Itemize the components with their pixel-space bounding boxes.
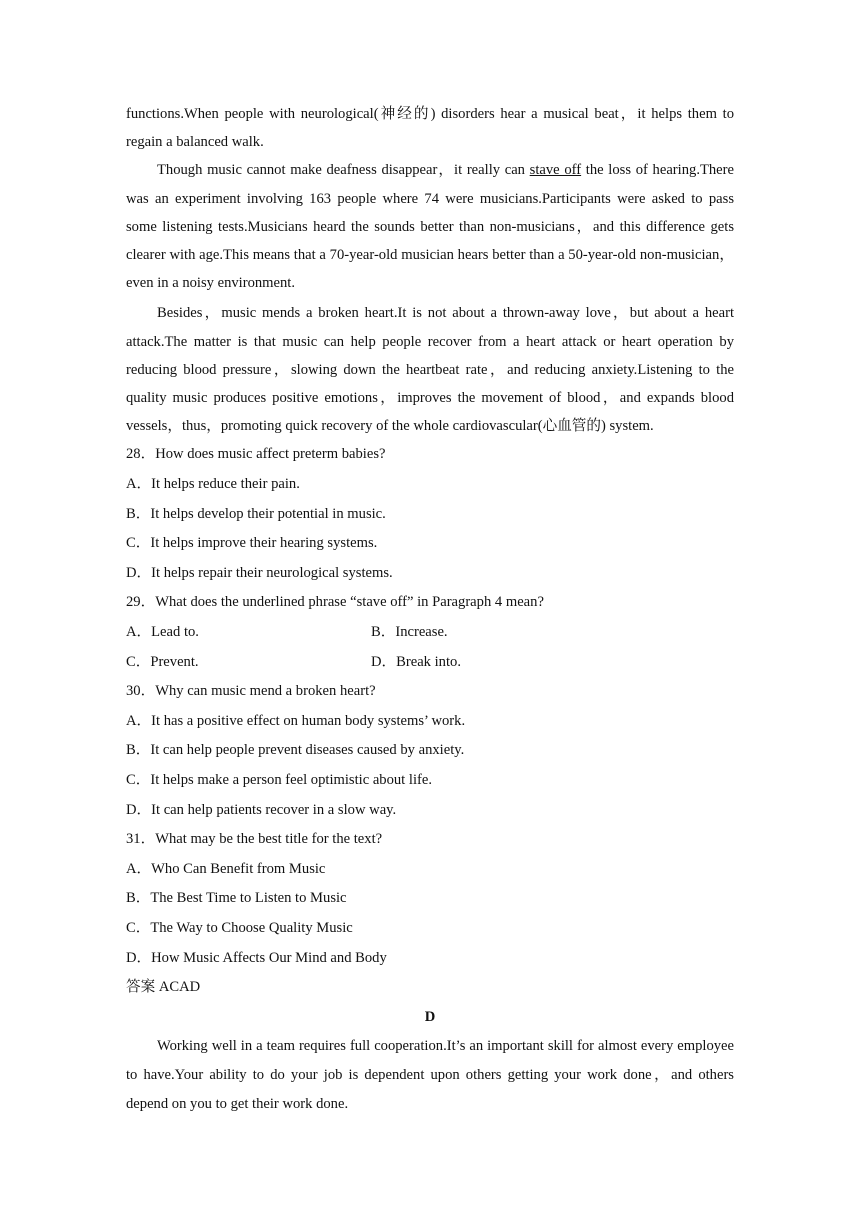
- question-31: [126, 825, 734, 973]
- option-b: B．The Best Time to Listen to Music: [126, 890, 347, 907]
- paragraph-c-1: functions.When people with neurological(神经的) disorders hear a musical beat，it helps them to regain a balanced walk.: [126, 106, 734, 151]
- option-c: C．Prevent.: [126, 653, 199, 670]
- paragraph-c-2-after: the loss of hearing.There was an experiment involving 163 people where 74 were musicians.Participants were asked to pass some listening tests.Musicians heard the sounds better than non-musicians，and this difference gets clearer with age.This means that a 70-year-old musician hears better than a 50-year-old non-musician，even in a noisy environment.: [126, 162, 734, 292]
- question-28: [126, 440, 734, 588]
- option-d: D．How Music Affects Our Mind and Body: [126, 949, 387, 966]
- section-heading-d: D: [424, 1008, 436, 1025]
- option-c: C．It helps make a person feel optimistic about life.: [126, 771, 432, 788]
- option-d: D．It can help patients recover in a slow way.: [126, 801, 397, 818]
- paragraph-d-1: Working well in a team requires full cooperation.It’s an important skill for almost every employee to have.Your ability to do your job is dependent upon others getting your work done，and others depend on you to get their work done.: [126, 1037, 734, 1112]
- paragraph-c-3: Besides，music mends a broken heart.It is not about a thrown-away love，but about a heart attack.The matter is that music can help people recover from a heart attack or heart operation by reducing blood pressure，slowing down the heartbeat rate，and reducing anxiety.Listening to the quality music produces positive emotions，improves the movement of blood，and expands blood vessels，thus，promoting quick recovery of the whole cardiovascular(心血管的) system.: [126, 305, 734, 435]
- option-a: A．It helps reduce their pain.: [126, 476, 300, 493]
- paragraph-c-2: [126, 156, 734, 297]
- underlined-phrase: stave off: [529, 162, 582, 179]
- option-c: C．The Way to Choose Quality Music: [126, 919, 353, 936]
- option-a: A．Who Can Benefit from Music: [126, 860, 326, 877]
- option-row-cd: [126, 648, 734, 678]
- question-stem: 28．How does music affect preterm babies?: [126, 446, 386, 463]
- option-d: D．Break into.: [371, 653, 461, 670]
- question-stem: 30．Why can music mend a broken heart?: [126, 683, 376, 700]
- option-b: B．It can help people prevent diseases caused by anxiety.: [126, 742, 465, 759]
- option-a: A．Lead to.: [126, 624, 199, 640]
- question-30: [126, 677, 734, 825]
- question-29: [126, 588, 734, 677]
- option-d: D．It helps repair their neurological systems.: [126, 564, 393, 581]
- option-row-ab: [126, 618, 734, 648]
- paragraph-c-2-before: Though music cannot make deafness disappear，it really can: [157, 162, 530, 179]
- question-stem: 31．What may be the best title for the text?: [126, 831, 383, 848]
- option-a: A．It has a positive effect on human body systems’ work.: [126, 712, 466, 729]
- option-b: B．It helps develop their potential in music.: [126, 505, 386, 522]
- document-page: [126, 100, 734, 1119]
- option-b: B．Increase.: [371, 624, 448, 640]
- option-c: C．It helps improve their hearing systems.: [126, 535, 378, 552]
- question-stem: 29．What does the underlined phrase “stave off” in Paragraph 4 mean?: [126, 594, 544, 611]
- answer-key: 答案 ACAD: [126, 979, 201, 996]
